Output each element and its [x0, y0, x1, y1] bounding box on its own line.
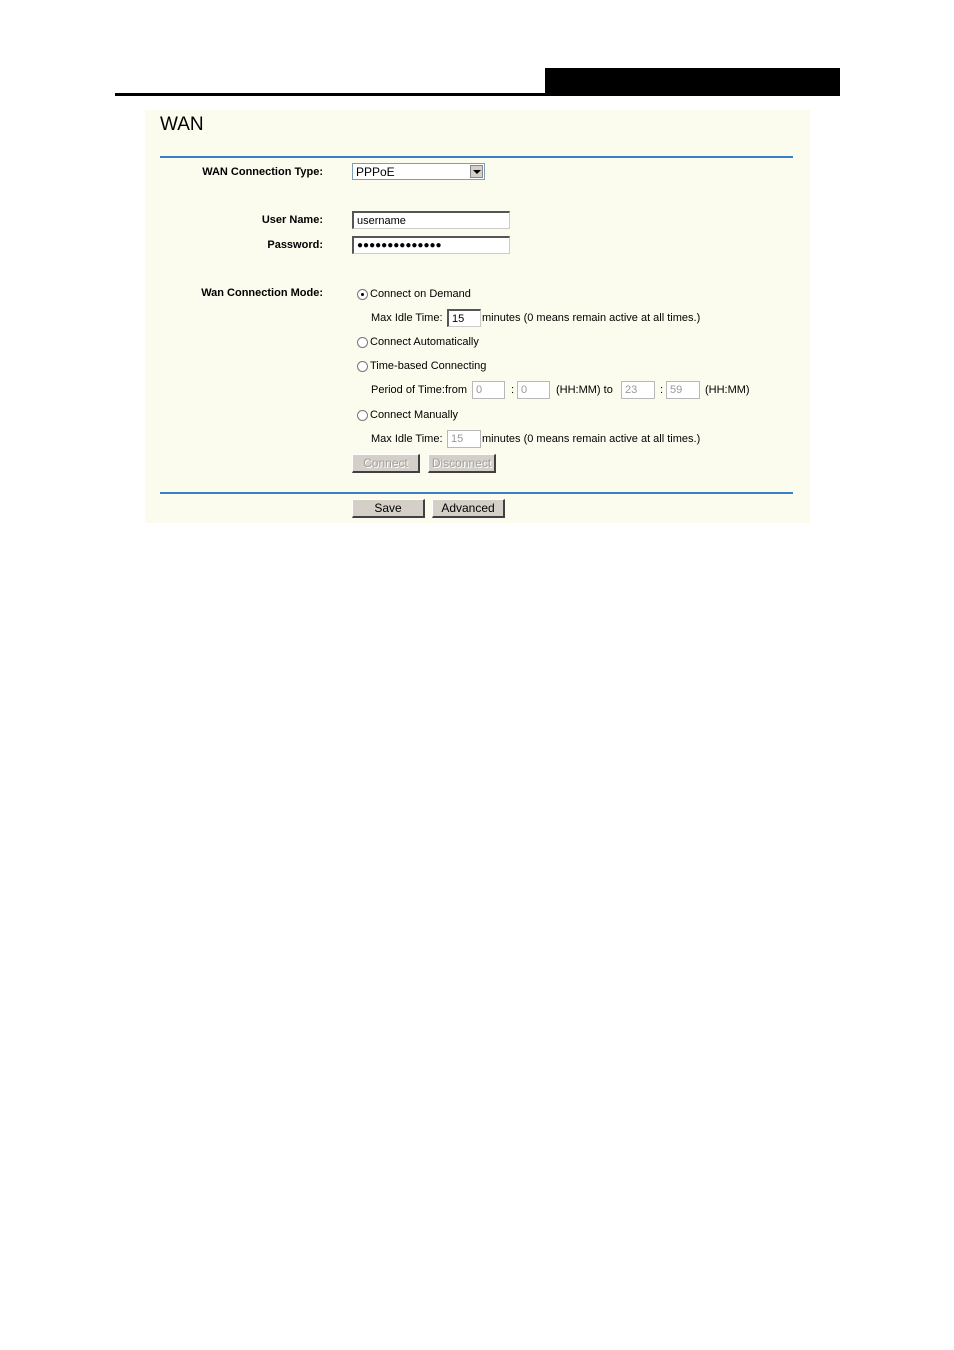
connect-on-demand-label: Connect on Demand [370, 288, 471, 300]
wan-type-select[interactable] [352, 163, 485, 180]
wan-type-label: WAN Connection Type: [202, 166, 323, 178]
password-label: Password: [267, 239, 323, 251]
radio-connect-on-demand[interactable] [357, 289, 368, 300]
bottom-divider [160, 492, 793, 494]
period-label: Period of Time:from [371, 384, 467, 396]
time-based-label: Time-based Connecting [370, 360, 487, 372]
demand-idle-hint: minutes (0 means remain active at all times.) [482, 312, 701, 324]
period-sep-1: : [511, 384, 515, 396]
radio-connect-manually[interactable] [357, 410, 368, 421]
radio-time-based[interactable] [357, 361, 368, 372]
period-sep-2: : [660, 384, 664, 396]
save-button[interactable]: Save [352, 499, 425, 518]
page-title: WAN [160, 114, 204, 135]
wan-type-value: PPPoE [356, 165, 395, 179]
disconnect-button[interactable]: Disconnect [428, 454, 496, 473]
period-to-hour[interactable]: 23 [621, 381, 655, 399]
user-name-input[interactable]: username [352, 211, 510, 229]
user-name-label: User Name: [261, 214, 323, 226]
top-divider [160, 156, 793, 158]
connection-mode-label: Wan Connection Mode: [201, 287, 323, 299]
connect-manually-label: Connect Manually [370, 409, 459, 421]
period-end: (HH:MM) [705, 384, 750, 396]
radio-connect-automatically[interactable] [357, 337, 368, 348]
demand-idle-label: Max Idle Time: [371, 312, 443, 324]
password-input[interactable]: ●●●●●●●●●●●●●● [352, 236, 510, 254]
period-from-minute[interactable]: 0 [517, 381, 550, 399]
header-bar [545, 68, 840, 95]
manual-idle-label: Max Idle Time: [371, 433, 443, 445]
period-mid: (HH:MM) to [556, 384, 613, 396]
advanced-button[interactable]: Advanced [432, 499, 505, 518]
manual-idle-hint: minutes (0 means remain active at all times.) [482, 433, 701, 445]
period-to-minute[interactable]: 59 [666, 381, 700, 399]
period-from-hour[interactable]: 0 [472, 381, 505, 399]
demand-idle-input[interactable]: 15 [447, 309, 481, 327]
connect-button[interactable]: Connect [352, 454, 420, 473]
connect-automatically-label: Connect Automatically [370, 336, 479, 348]
manual-idle-input[interactable]: 15 [447, 430, 481, 448]
chevron-down-icon[interactable] [470, 165, 483, 178]
